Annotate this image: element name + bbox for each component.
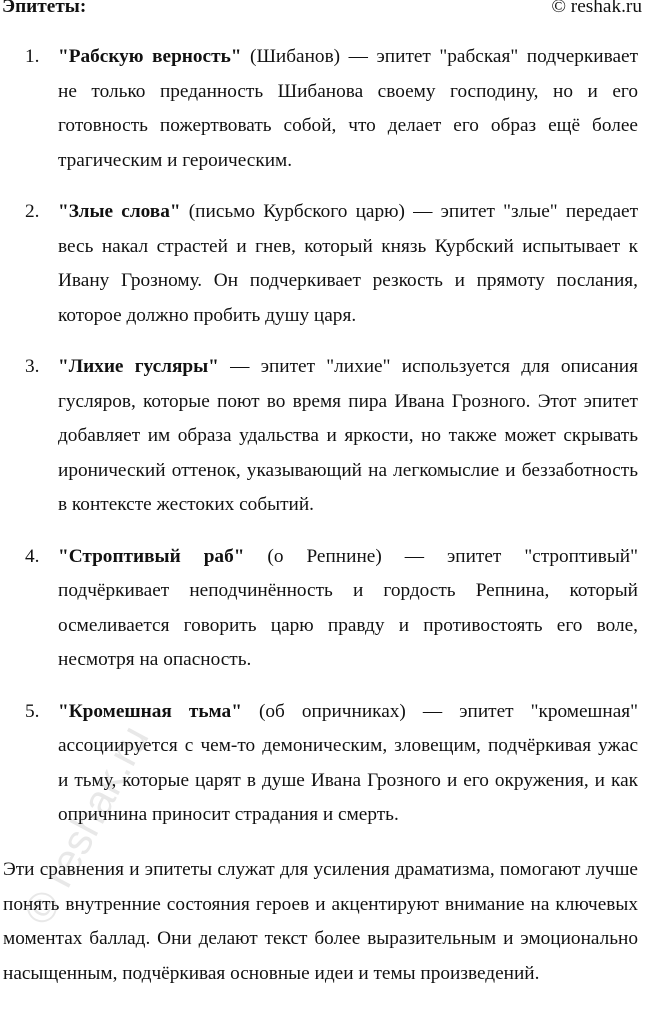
list-item [0,540,646,678]
item-number: 1. [25,46,40,67]
item-title: "Строптивый раб" [58,545,245,567]
site-credit: © reshak.ru [551,0,642,17]
item-number: 5. [25,700,40,722]
epithet-list [0,40,646,850]
page-header [0,0,646,24]
item-text: (Шибанов) — эпитет "рабская" подчеркивает не только преданность Шибанова своему господину, но и его готовность пожертвовать собой, что делает его образ ещё более трагическим и героическим. [58,46,638,171]
item-title: "Лихие гусляры" [58,356,219,377]
section-title: Эпитеты: [2,0,87,17]
item-title: "Злые слова" [58,201,181,222]
item-text: (об опричниках) — эпитет "кромешная" ассоциируется с чем-то демоническим, зловещим, подчёркивая ужас и тьму, которые царят в душе Ивана Грозного и его окружения, и как опричнина приносит страдания и смерть. [58,700,638,825]
item-number: 4. [25,545,40,567]
list-item [0,40,646,178]
item-text: — эпитет "лихие" используется для описания гусляров, которые поют во время пира Ивана Грозного. Этот эпитет добавляет им образа удальства и яркости, но также может скрывать иронический оттенок, указывающий на легкомыслие и беззаботность в контексте жестоких событий. [58,356,638,515]
item-number: 2. [25,201,40,222]
list-item [0,350,646,523]
list-item [0,195,646,333]
list-item [0,695,646,833]
watermark: © reshak.ru [14,717,158,933]
item-text: (о Репнине) — эпитет "строптивый" подчёркивает неподчинённость и гордость Репнина, который осмеливается говорить царю правду и противостоять его воле, несмотря на опасность. [58,545,638,670]
conclusion-paragraph: Эти сравнения и эпитеты служат для усиления драматизма, помогают лучше понять внутренние состояния героев и акцентируют внимание на ключевых моментах баллад. Они делают текст более выразительным и эмоционально насыщенным, подчёркивая основные идеи и темы произведений. [3,859,638,984]
item-title: "Кромешная тьма" [58,700,242,722]
item-text: (письмо Курбского царю) — эпитет "злые" передает весь накал страстей и гнев, который князь Курбский испытывает к Ивану Грозному. Он подчеркивает резкость и прямоту послания, которое должно пробить душу царя. [58,201,639,326]
item-number: 3. [25,356,40,377]
item-title: "Рабскую верность" [58,46,242,67]
